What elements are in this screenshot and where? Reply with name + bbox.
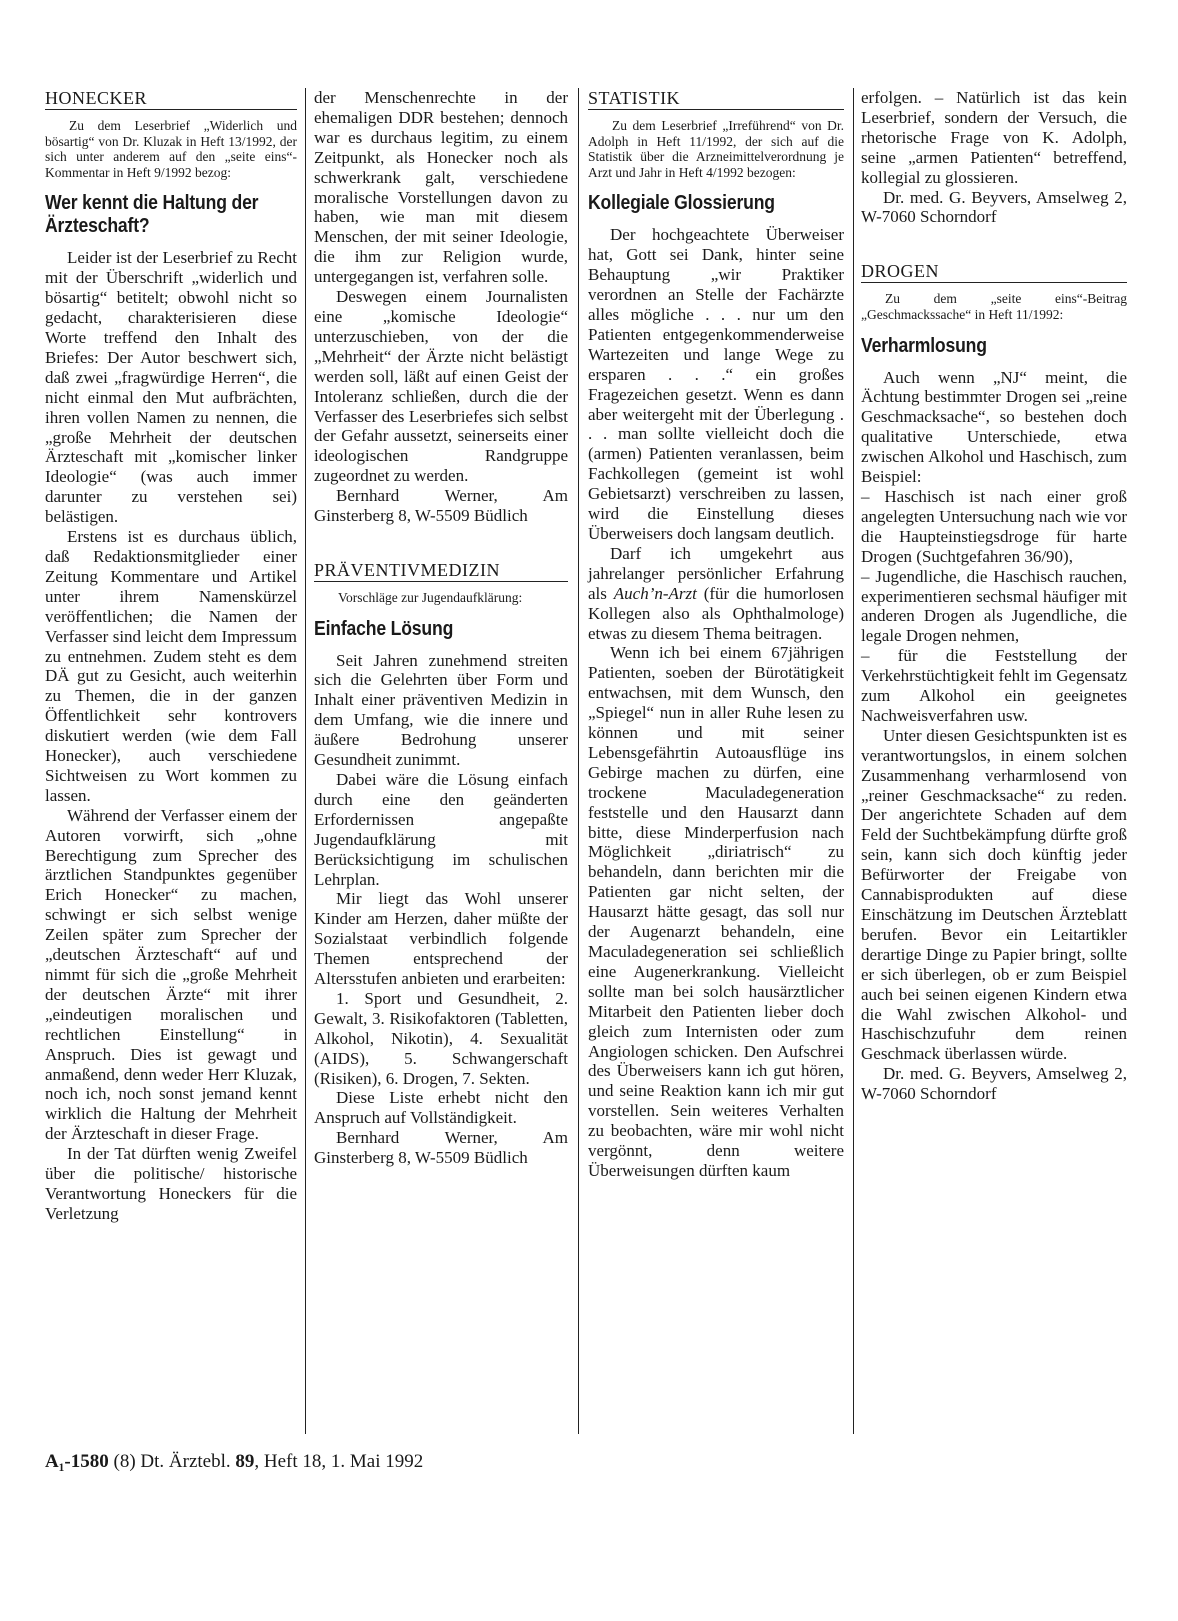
footer-volume: 89 [235,1451,255,1472]
letter-intro: Zu dem Leserbrief „Irreführend“ von Dr. Adolph in Heft 11/1992, der sich auf die Statistik über die Arzneimittelverordnung je Arzt und Jahr in Heft 4/1992 bezogen: [588,118,844,180]
section-label: DROGEN [861,261,1127,283]
column-1 [45,88,297,1224]
paragraph: Erstens ist es durchaus üblich, daß Redaktionsmitglieder einer Zeitung Kommentare und Artikel unter ihrem Namenskürzel veröffentlichen; die Namen der Verfasser sind leicht dem Impressum zu entnehmen. Zudem steht es dem DÄ gut zu Gesicht, auch weiterhin zu Themen, die in der ganzen Öffentlichkeit sehr kontrovers diskutiert werden (wie dem Fall Honecker), auch verschiedene Sichtweisen zu Wort kommen zu lassen. [45,527,297,805]
section-label: STATISTIK [588,88,844,110]
paragraph: Wenn ich bei einem 67jährigen Patienten, soeben der Bürotätigkeit entwachsen, mit dem Wunsch, den „Spiegel“ nun in aller Ruhe lesen zu können und mit seiner Lebensgefährtin Autoausflüge ins Gebirge machen zu dürfen, eine trockene Maculadegeneration feststelle und den Hausarzt dann bitte, diese Minderperfusion nach Möglichkeit „diriatrisch“ zu behandeln, dann berichten mir die Patienten gar nicht selten, der Hausarzt hätte gesagt, das soll nur der Augenarzt behandeln, eine Maculadegeneration sei schließlich eine Augenerkrankung. Vielleicht sollte man bei solch hausärztlicher Mitarbeit den Patienten lieber doch gleich zum Internisten oder zum Angiologen schicken. Den Aufschrei des Überweisers kann ich gut hören, und seine Reaktion kann ich mir gut vorstellen. Sein weiteres Verhalten zu beobachten, wäre mir wohl nicht vergönnt, denn weitere Überweisungen dürften kaum [588,643,844,1180]
paragraph: Der hochgeachtete Überweiser hat, Gott sei Dank, hinter seine Behauptung „wir Praktiker verordnen an Stelle der Fachärzte alles mögliche . . . nur um den Patienten entgegenkommenderweise Wartezeiten und lange Wege zu ersparen . . .“ ein großes Fragezeichen gesetzt. Wenn es dann aber weitergeht mit der Überlegung . . . man sollte vielleicht doch die (armen) Patienten veranlassen, beim Fachkollegen (gemeint ist wohl Gebietsarzt) verschreiben zu lassen, wird die Einstellung dieses Überweisers doch langsam deutlich. [588,225,844,543]
footer-issue: , Heft 18, 1. Mai 1992 [254,1451,424,1472]
column-rule [578,88,579,1434]
column-2 [314,88,568,1168]
paragraph: Unter diesen Gesichtspunkten ist es verantwortungslos, in einem solchen Zusammenhang verharmlosend von „reiner Geschmacksache“ zu reden. Der angerichtete Schaden auf dem Feld der Suchtbekämpfung dürfte groß sein, kann sich doch künftig jeder Befürworter der Freigabe von Cannabisprodukten auf diese Einschätzung im Deutschen Ärzteblatt berufen. Bevor ein Leitartikler derartige Dinge zu Papier bringt, sollte er sich überlegen, ob er zum Beispiel auch bei seinen eigenen Kindern etwa die Wahl zwischen Alkohol- und Haschischzufuhr dem reinen Geschmack überlassen würde. [861,725,1127,1064]
column-3 [588,88,844,1181]
signature: Bernhard Werner, Am Ginsterberg 8, W-5509 Büdlich [314,1128,568,1168]
paragraph: Mir liegt das Wohl unserer Kinder am Herzen, daher müßte der Sozialstaat verbindlich folgende Themen entsprechend der Altersstufen anbieten und erarbeiten: [314,889,568,989]
paragraph: Dabei wäre die Lösung einfach durch eine den geänderten Erfordernissen angepaßte Jugendaufklärung mit Berücksichtigung im schulischen Lehrplan. [314,769,568,889]
paragraph: erfolgen. – Natürlich ist das kein Leserbrief, sondern der Versuch, die rhetorische Frage von K. Adolph, seine „armen Patienten“ betreffend, kollegial zu glossieren. [861,88,1127,187]
page-number: A₁-1580 [45,1451,109,1472]
paragraph: der Menschenrechte in der ehemaligen DDR bestehen; dennoch war es durchaus legitim, zu einem Zeitpunkt, als Honecker noch als schwerkrank galt, verschiedene moralische Vorstellungen davon zu haben, wie man mit diesem Menschen, der mit seiner Ideologie, die ihm zur Religion wurde, untergegangen ist, verfahren solle. [314,88,568,287]
paragraph: Seit Jahren zunehmend streiten sich die Gelehrten über Form und Inhalt einer präventiven Medizin in dem Umfang, wie die innere und äußere Bedrohung unserer Gesundheit zunimmt. [314,650,568,770]
page-footer [45,1451,423,1473]
paragraph: 1. Sport und Gesundheit, 2. Gewalt, 3. Risikofaktoren (Tabletten, Alkohol, Nikotin), 4. Sexualität (AIDS), 5. Schwangerschaft (Risiken), 6. Drogen, 7. Sekten. [314,988,568,1088]
column-4 [861,88,1127,1104]
letter-intro: Zu dem „seite eins“-Beitrag „Geschmackssache“ in Heft 11/1992: [861,291,1127,322]
paragraph: – Haschisch ist nach einer groß angelegten Untersuchung nach wie vor die Haupteinstiegsdroge für harte Drogen (Suchtgefahren 36/90), [861,486,1127,566]
paragraph: Darf ich umgekehrt aus jahrelanger persönlicher Erfahrung als Auch’n-Arzt (für die humorlosen Kollegen also als Ophthalmologe) etwas zu diesem Thema beitragen. [588,543,844,643]
signature: Dr. med. G. Beyvers, Amselweg 2, W-7060 Schorndorf [861,187,1127,227]
column-rule [305,88,306,1434]
paragraph: Diese Liste erhebt nicht den Anspruch auf Vollständigkeit. [314,1088,568,1128]
letter-headline: Kollegiale Glossierung [588,192,775,215]
letter-headline: Einfache Lösung [314,617,454,640]
letter-intro: Zu dem Leserbrief „Widerlich und bösartig“ von Dr. Kluzak in Heft 13/1992, der sich unter anderem auf den „seite eins“-Kommentar in Heft 9/1992 bezog: [45,118,297,180]
letter-intro: Vorschläge zur Jugendaufklärung: [338,589,523,605]
footer-journal: (8) Dt. Ärztebl. [113,1451,231,1472]
signature: Bernhard Werner, Am Ginsterberg 8, W-5509 Büdlich [314,486,568,526]
paragraph: Während der Verfasser einem der Autoren vorwirft, sich „ohne Berechtigung zum Sprecher des ärztlichen Standpunktes gegenüber Erich Honecker“ zu machen, schwingt er sich selbst wenige Zeilen später zum Sprecher der „deutschen Ärzteschaft“ auf und nimmt für sich die „große Mehrheit der deutschen Ärzte“ mit ihrer „eindeutigen moralischen und rechtlichen Einstellung“ in Anspruch. Dies ist gewagt und anmaßend, denn weder Herr Kluzak, noch ich, noch sonst jemand kennt wirklich die Haltung der Mehrheit der Ärzteschaft in dieser Frage. [45,805,297,1144]
section-label: HONECKER [45,88,297,110]
emphasis: Auch’n-Arzt [613,583,697,603]
signature: Dr. med. G. Beyvers, Amselweg 2, W-7060 Schorndorf [861,1064,1127,1104]
section-label: PRÄVENTIVMEDIZIN [314,560,568,582]
letter-headline: Verharmlosung [861,334,987,357]
letter-headline: Wer kennt die Haltung der Ärzteschaft? [45,192,259,238]
paragraph: – für die Feststellung der Verkehrstüchtigkeit fehlt im Gegensatz zum Alkohol ein geeignetes Nachweisverfahren usw. [861,646,1127,725]
paragraph: Leider ist der Leserbrief zu Recht mit der Überschrift „widerlich und bösartig“ betitelt; obwohl nicht so gedacht, charakterisieren diese Worte treffend den Inhalt des Briefes: Der Autor beschwert sich, daß zwei „fragwürdige Herren“, die nicht einmal den Mut aufbrächten, ihren vollen Namen zu nennen, die „große Mehrheit der deutschen Ärzteschaft mit „komischer linker Ideologie“ (was auch immer darunter zu verstehen sei) belästigen. [45,248,297,527]
paragraph: In der Tat dürften wenig Zweifel über die politische/ historische Verantwortung Honeckers für die Verletzung [45,1144,297,1223]
column-rule [853,88,854,1434]
paragraph: Auch wenn „NJ“ meint, die Ächtung bestimmter Drogen sei „reine Geschmacksache“, so bestehen doch qualitative Unterschiede, etwa zwischen Alkohol und Haschisch, zum Beispiel: [861,367,1127,487]
paragraph: Deswegen einem Journalisten eine „komische Ideologie“ unterzuschieben, von der die „Mehrheit“ der Ärzte nicht belästigt werden soll, läßt auf einen Geist der Intoleranz schließen, durch die der Verfasser des Leserbriefes sich selbst der Gefahr aussetzt, seinerseits einer ideologischen Randgruppe zugeordnet zu werden. [314,287,568,486]
paragraph: – Jugendliche, die Haschisch rauchen, experimentieren sechsmal häufiger mit anderen Drogen als Jugendliche, die legale Drogen nehmen, [861,566,1127,646]
